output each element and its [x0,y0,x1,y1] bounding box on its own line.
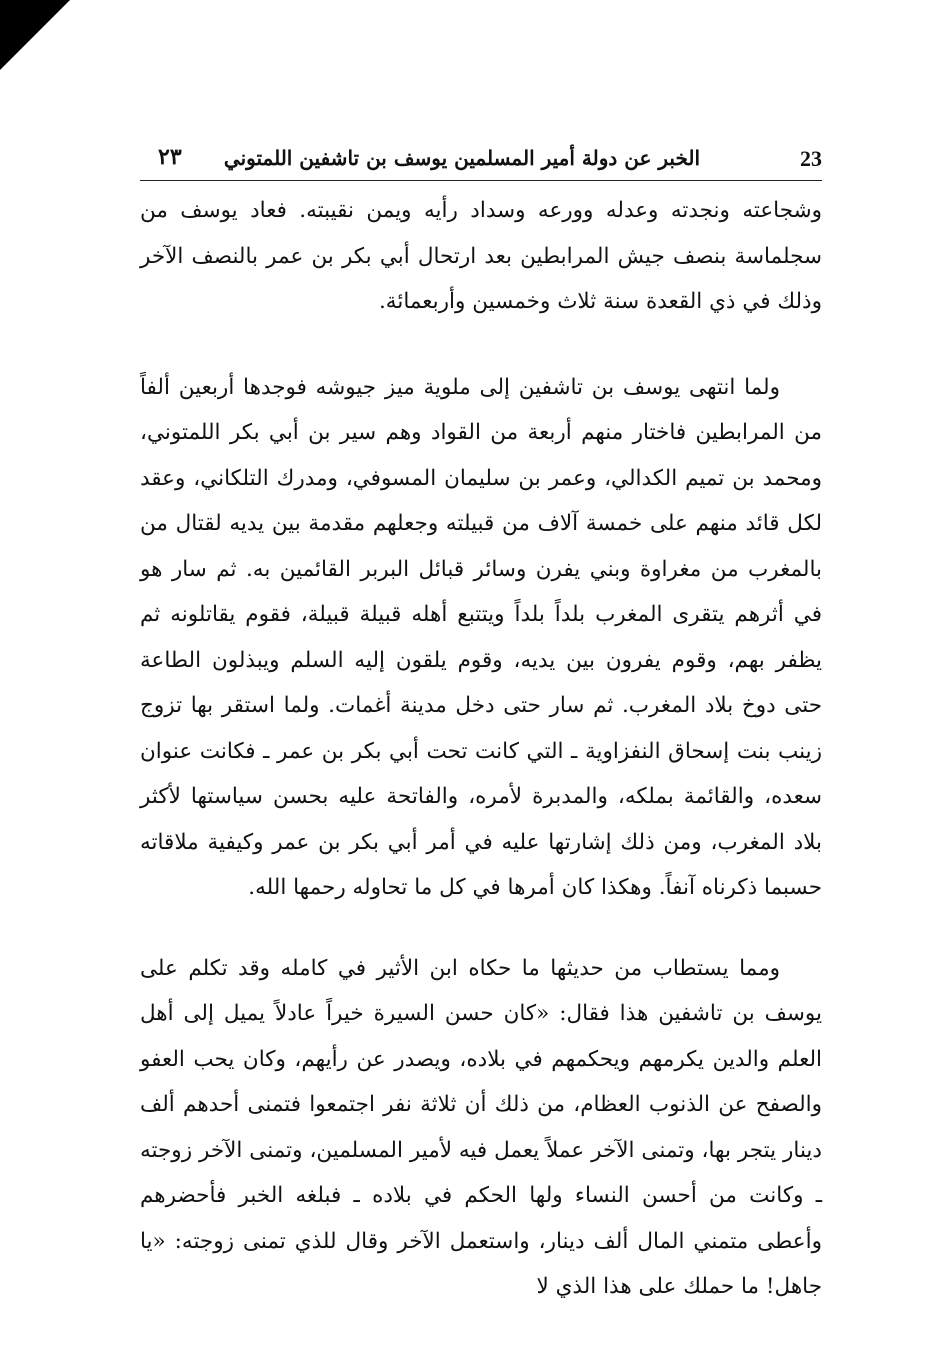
page-corner-fold [0,0,70,70]
page-number-latin: 23 [800,146,822,171]
page-body [140,188,822,1310]
running-title: الخبر عن دولة أمير المسلمين يوسف بن تاشفين اللمتوني [223,146,700,170]
paragraph: ولما انتهى يوسف بن تاشفين إلى ملوية ميز جيوشه فوجدها أربعين ألفاً من المرابطين فاختار منهم أربعة من القواد وهم سير بن أبي بكر اللمتوني، ومحمد بن تميم الكدالي، وعمر بن سليمان المسوفي، ومدرك التلكاني، وعقد لكل قائد منهم على خمسة آلاف من قبيلته وجعلهم مقدمة بين يديه لقتال من بالمغرب من مغراوة وبني يفرن وسائر قبائل البربر القائمين به. ثم سار هو في أثرهم يتقرى المغرب بلداً بلداً ويتتبع أهله قبيلة قبيلة، فقوم يقاتلونه ثم يظفر بهم، وقوم يفرون بين يديه، وقوم يلقون إليه السلم ويبذلون الطاعة حتى دوخ بلاد المغرب. ثم سار حتى دخل مدينة أغمات. ولما استقر بها تزوج زينب بنت إسحاق النفزاوية ـ التي كانت تحت أبي بكر بن عمر ـ فكانت عنوان سعده، والقائمة بملكه، والمدبرة لأمره، والفاتحة عليه بحسن سياستها لأكثر بلاد المغرب، ومن ذلك إشارتها عليه في أمر أبي بكر بن عمر وكيفية ملاقاته حسبما ذكرناه آنفاً. وهكذا كان أمرها في كل ما تحاوله رحمها الله. [140,374,822,900]
running-header [140,140,822,181]
page-number-arabic: ٢٣ [158,144,182,170]
paragraph: ومما يستطاب من حديثها ما حكاه ابن الأثير في كامله وقد تكلم على يوسف بن تاشفين هذا فقال: «كان حسن السيرة خيراً عادلاً يميل إلى أهل العلم والدين يكرمهم ويحكمهم في بلاده، ويصدر عن رأيهم، وكان يحب العفو والصفح عن الذنوب العظام، من ذلك أن ثلاثة نفر اجتمعوا فتمنى أحدهم ألف دينار يتجر بها، وتمنى الآخر عملاً يعمل فيه لأمير المسلمين، وتمنى الآخر زوجته ـ وكانت من أحسن النساء ولها الحكم في بلاده ـ فبلغه الخبر فأحضرهم وأعطى متمني المال ألف دينار، واستعمل الآخر وقال للذي تمنى زوجته: «يا جاهل! ما حملك على هذا الذي لا [140,955,822,1299]
paragraph: وشجاعته ونجدته وعدله وورعه وسداد رأيه ويمن نقيبته. فعاد يوسف من سجلماسة بنصف جيش المرابطين بعد ارتحال أبي بكر بن عمر بالنصف الآخر وذلك في ذي القعدة سنة ثلاث وخمسين وأربعمائة. [140,198,822,314]
